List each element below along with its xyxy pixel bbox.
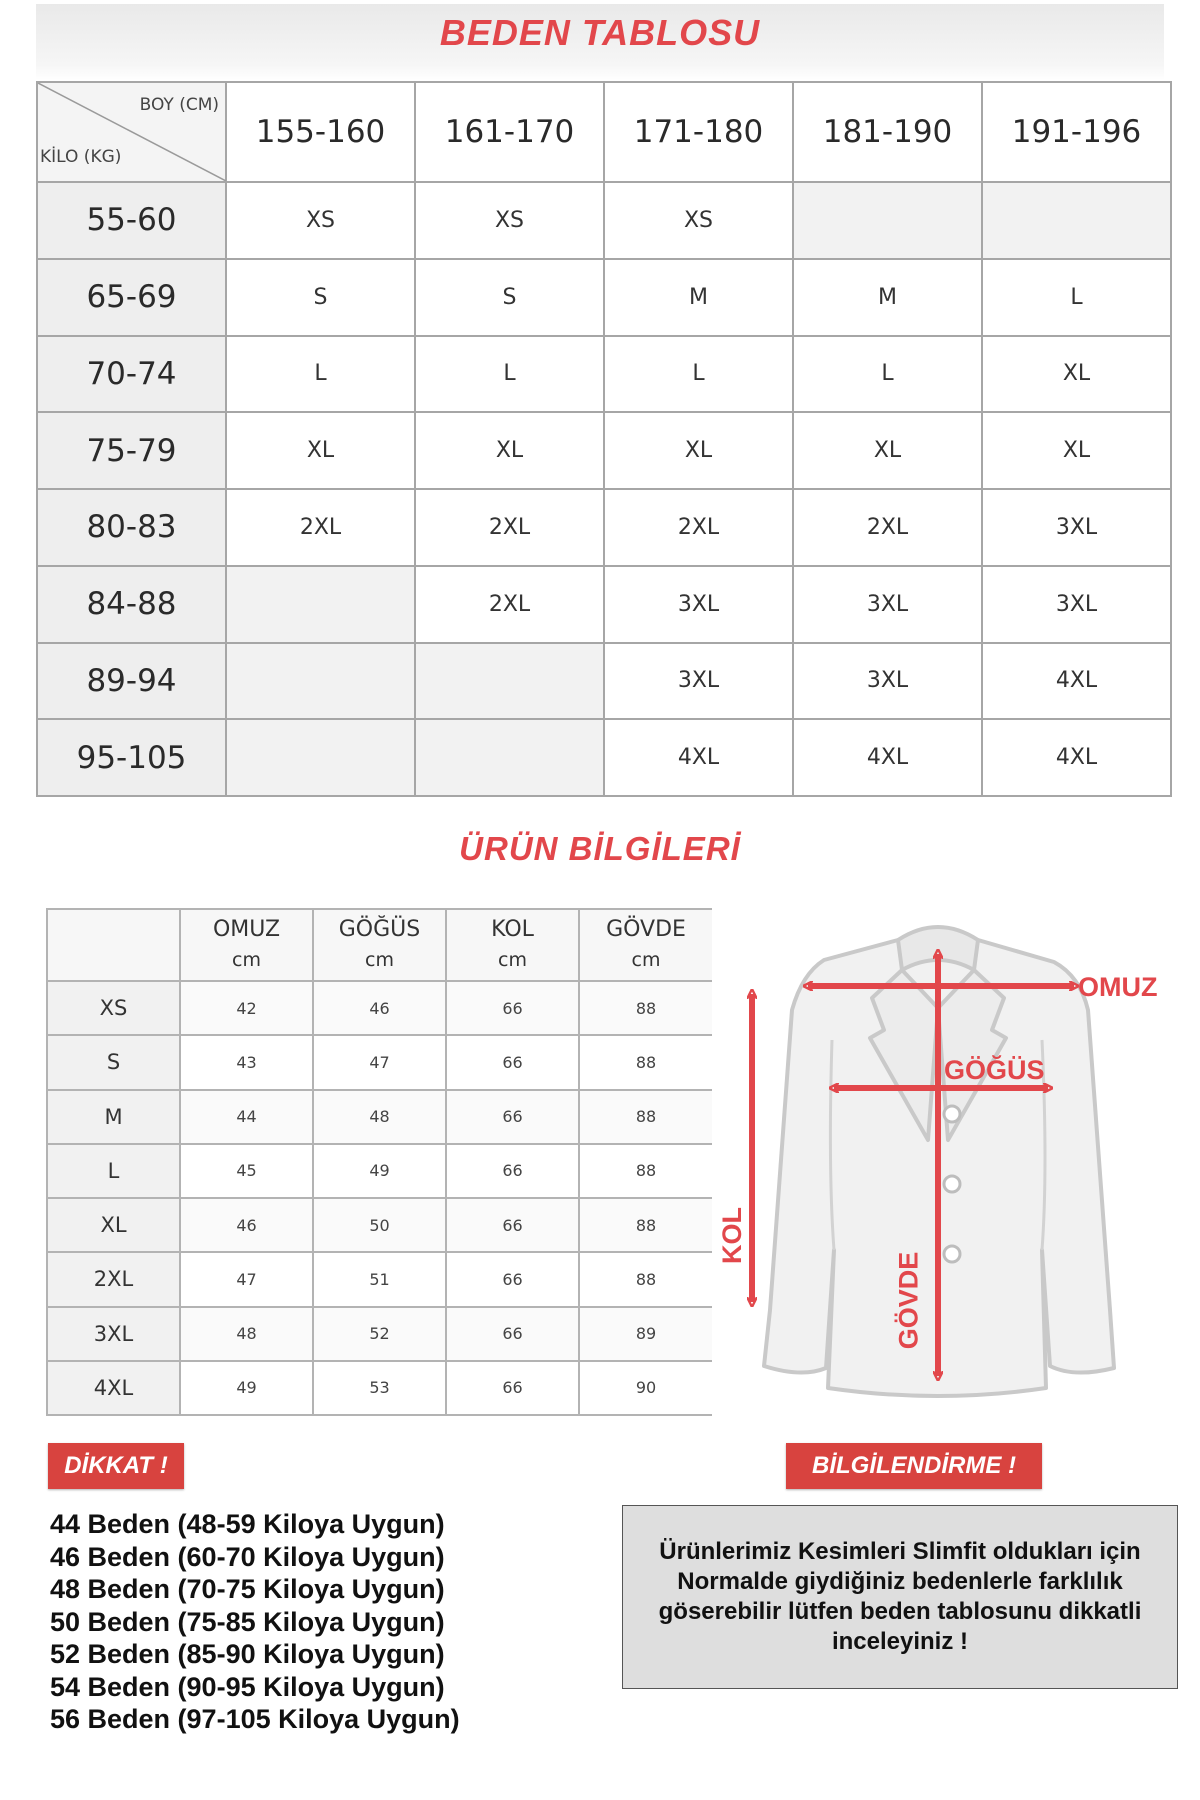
measure-unit: cm bbox=[365, 949, 394, 971]
size-chart-row bbox=[37, 259, 1171, 336]
size-cell: 3XL bbox=[793, 643, 982, 720]
size-cell: M bbox=[604, 259, 793, 336]
measure-value: 66 bbox=[446, 1252, 579, 1306]
size-fit-list bbox=[50, 1508, 460, 1736]
measure-value: 88 bbox=[579, 1035, 712, 1089]
measure-unit: cm bbox=[631, 949, 661, 971]
size-cell: 4XL bbox=[604, 719, 793, 796]
height-header: 181-190 bbox=[793, 82, 982, 182]
size-cell: L bbox=[415, 336, 604, 413]
jacket-measurement-diagram bbox=[712, 890, 1172, 1414]
product-info-row bbox=[47, 1361, 712, 1415]
measure-header bbox=[180, 909, 313, 981]
omuz-label: OMUZ bbox=[1078, 972, 1158, 1002]
height-header: 191-196 bbox=[982, 82, 1171, 182]
product-info-row bbox=[47, 1090, 712, 1144]
size-cell: XL bbox=[982, 336, 1171, 413]
measure-value: 49 bbox=[180, 1361, 313, 1415]
measure-value: 66 bbox=[446, 1090, 579, 1144]
size-chart-table bbox=[36, 81, 1172, 797]
size-cell: 2XL bbox=[604, 489, 793, 566]
product-info-row bbox=[47, 1307, 712, 1361]
measure-name: GÖVDE bbox=[606, 917, 686, 942]
size-cell: S bbox=[226, 259, 415, 336]
measure-value: 44 bbox=[180, 1090, 313, 1144]
size-cell: L bbox=[604, 336, 793, 413]
measure-unit: cm bbox=[498, 949, 527, 971]
size-cell-empty bbox=[226, 643, 415, 720]
info-badge: BİLGİLENDİRME ! bbox=[786, 1443, 1042, 1489]
measure-value: 66 bbox=[446, 1035, 579, 1089]
height-axis-label: BOY (CM) bbox=[139, 95, 219, 115]
weight-label: 75-79 bbox=[37, 412, 226, 489]
list-item: 44 Beden (48-59 Kiloya Uygun) bbox=[50, 1509, 445, 1539]
size-chart-header-row bbox=[37, 82, 1171, 182]
measure-value: 66 bbox=[446, 1307, 579, 1361]
product-info-row bbox=[47, 1252, 712, 1306]
measure-value: 45 bbox=[180, 1144, 313, 1198]
measure-value: 52 bbox=[313, 1307, 446, 1361]
size-cell: XL bbox=[604, 412, 793, 489]
size-cell: 2XL bbox=[415, 566, 604, 643]
size-cell: L bbox=[793, 336, 982, 413]
measure-value: 48 bbox=[180, 1307, 313, 1361]
weight-label: 89-94 bbox=[37, 643, 226, 720]
measure-value: 49 bbox=[313, 1144, 446, 1198]
size-label: 2XL bbox=[47, 1252, 180, 1306]
product-info-row bbox=[47, 1198, 712, 1252]
size-cell: 3XL bbox=[982, 489, 1171, 566]
info-text: Ürünlerimiz Kesimleri Slimfit oldukları için Normalde giydiğiniz bedenlerle farklılık göserebilir lütfen beden tablosunu dikkatli inceleyiniz ! bbox=[658, 1538, 1142, 1655]
size-chart-row bbox=[37, 412, 1171, 489]
measure-value: 50 bbox=[313, 1198, 446, 1252]
size-chart-title: BEDEN TABLOSU bbox=[439, 12, 761, 53]
size-cell: 3XL bbox=[982, 566, 1171, 643]
size-chart-row bbox=[37, 489, 1171, 566]
measure-value: 53 bbox=[313, 1361, 446, 1415]
size-cell-empty bbox=[226, 719, 415, 796]
size-chart-row bbox=[37, 643, 1171, 720]
size-label: 3XL bbox=[47, 1307, 180, 1361]
size-chart-row bbox=[37, 336, 1171, 413]
size-cell: 4XL bbox=[982, 643, 1171, 720]
weight-label: 80-83 bbox=[37, 489, 226, 566]
list-item: 52 Beden (85-90 Kiloya Uygun) bbox=[50, 1639, 445, 1669]
size-chart-row bbox=[37, 719, 1171, 796]
product-info-header-row bbox=[47, 909, 712, 981]
size-cell: L bbox=[982, 259, 1171, 336]
size-cell: XL bbox=[793, 412, 982, 489]
weight-axis-label: KİLO (KG) bbox=[40, 147, 122, 167]
jacket-icon bbox=[712, 890, 1172, 1410]
measure-value: 88 bbox=[579, 981, 712, 1035]
measure-value: 88 bbox=[579, 1144, 712, 1198]
size-cell: 3XL bbox=[793, 566, 982, 643]
measure-value: 66 bbox=[446, 1144, 579, 1198]
weight-label: 55-60 bbox=[37, 182, 226, 259]
size-label: M bbox=[47, 1090, 180, 1144]
list-item: 46 Beden (60-70 Kiloya Uygun) bbox=[50, 1541, 445, 1572]
size-cell: XL bbox=[226, 412, 415, 489]
weight-label: 95-105 bbox=[37, 719, 226, 796]
size-label: XS bbox=[47, 981, 180, 1035]
size-chart-corner bbox=[37, 82, 226, 182]
product-info-row bbox=[47, 1144, 712, 1198]
size-chart-row bbox=[37, 182, 1171, 259]
measure-value: 47 bbox=[313, 1035, 446, 1089]
size-cell: XL bbox=[415, 412, 604, 489]
size-cell-empty bbox=[415, 719, 604, 796]
measure-value: 48 bbox=[313, 1090, 446, 1144]
measure-header bbox=[446, 909, 579, 981]
measure-value: 89 bbox=[579, 1307, 712, 1361]
measure-value: 42 bbox=[180, 981, 313, 1035]
measure-value: 51 bbox=[313, 1252, 446, 1306]
govde-label: GÖVDE bbox=[893, 1251, 924, 1350]
size-label: L bbox=[47, 1144, 180, 1198]
measure-value: 43 bbox=[180, 1035, 313, 1089]
size-label: XL bbox=[47, 1198, 180, 1252]
measure-name: OMUZ bbox=[212, 917, 281, 942]
size-label: 4XL bbox=[47, 1361, 180, 1415]
measure-value: 90 bbox=[579, 1361, 712, 1415]
height-header: 171-180 bbox=[604, 82, 793, 182]
size-label: S bbox=[47, 1035, 180, 1089]
size-cell: 3XL bbox=[604, 566, 793, 643]
measure-value: 88 bbox=[579, 1090, 712, 1144]
size-cell: 2XL bbox=[793, 489, 982, 566]
size-cell-empty bbox=[415, 643, 604, 720]
size-cell: L bbox=[226, 336, 415, 413]
size-cell: 4XL bbox=[793, 719, 982, 796]
info-box bbox=[622, 1505, 1178, 1689]
product-info-row bbox=[47, 981, 712, 1035]
list-item: 48 Beden (70-75 Kiloya Uygun) bbox=[50, 1574, 445, 1604]
size-cell: 2XL bbox=[415, 489, 604, 566]
size-cell: XS bbox=[415, 182, 604, 259]
size-cell: XL bbox=[982, 412, 1171, 489]
measure-value: 47 bbox=[180, 1252, 313, 1306]
size-cell: 3XL bbox=[604, 643, 793, 720]
size-cell: 2XL bbox=[226, 489, 415, 566]
weight-label: 84-88 bbox=[37, 566, 226, 643]
measure-name: GÖĞÜS bbox=[338, 917, 421, 942]
measure-name: KOL bbox=[491, 917, 534, 942]
measure-value: 88 bbox=[579, 1252, 712, 1306]
size-cell: M bbox=[793, 259, 982, 336]
product-info-corner bbox=[47, 909, 180, 981]
gogus-label: GÖĞÜS bbox=[944, 1055, 1045, 1085]
product-info-table bbox=[46, 908, 712, 1416]
list-item: 50 Beden (75-85 Kiloya Uygun) bbox=[50, 1606, 445, 1637]
size-chart-row bbox=[37, 566, 1171, 643]
measure-value: 66 bbox=[446, 1361, 579, 1415]
measure-unit: cm bbox=[232, 949, 261, 971]
size-cell: S bbox=[415, 259, 604, 336]
list-item: 54 Beden (90-95 Kiloya Uygun) bbox=[50, 1671, 445, 1702]
measure-value: 66 bbox=[446, 981, 579, 1035]
weight-label: 65-69 bbox=[37, 259, 226, 336]
size-cell: XS bbox=[604, 182, 793, 259]
warning-badge: DİKKAT ! bbox=[48, 1443, 184, 1489]
height-header: 161-170 bbox=[415, 82, 604, 182]
size-cell-empty bbox=[982, 182, 1171, 259]
product-info-row bbox=[47, 1035, 712, 1089]
list-item: 56 Beden (97-105 Kiloya Uygun) bbox=[50, 1704, 460, 1734]
measure-value: 88 bbox=[579, 1198, 712, 1252]
size-cell: 4XL bbox=[982, 719, 1171, 796]
measure-header bbox=[313, 909, 446, 981]
size-cell-empty bbox=[793, 182, 982, 259]
measure-header bbox=[579, 909, 712, 981]
measure-value: 46 bbox=[313, 981, 446, 1035]
height-header: 155-160 bbox=[226, 82, 415, 182]
size-cell-empty bbox=[226, 566, 415, 643]
kol-label: KOL bbox=[717, 1207, 747, 1264]
weight-label: 70-74 bbox=[37, 336, 226, 413]
product-info-title: ÜRÜN BİLGİLERİ bbox=[459, 830, 741, 867]
size-cell: XS bbox=[226, 182, 415, 259]
measure-value: 66 bbox=[446, 1198, 579, 1252]
measure-value: 46 bbox=[180, 1198, 313, 1252]
